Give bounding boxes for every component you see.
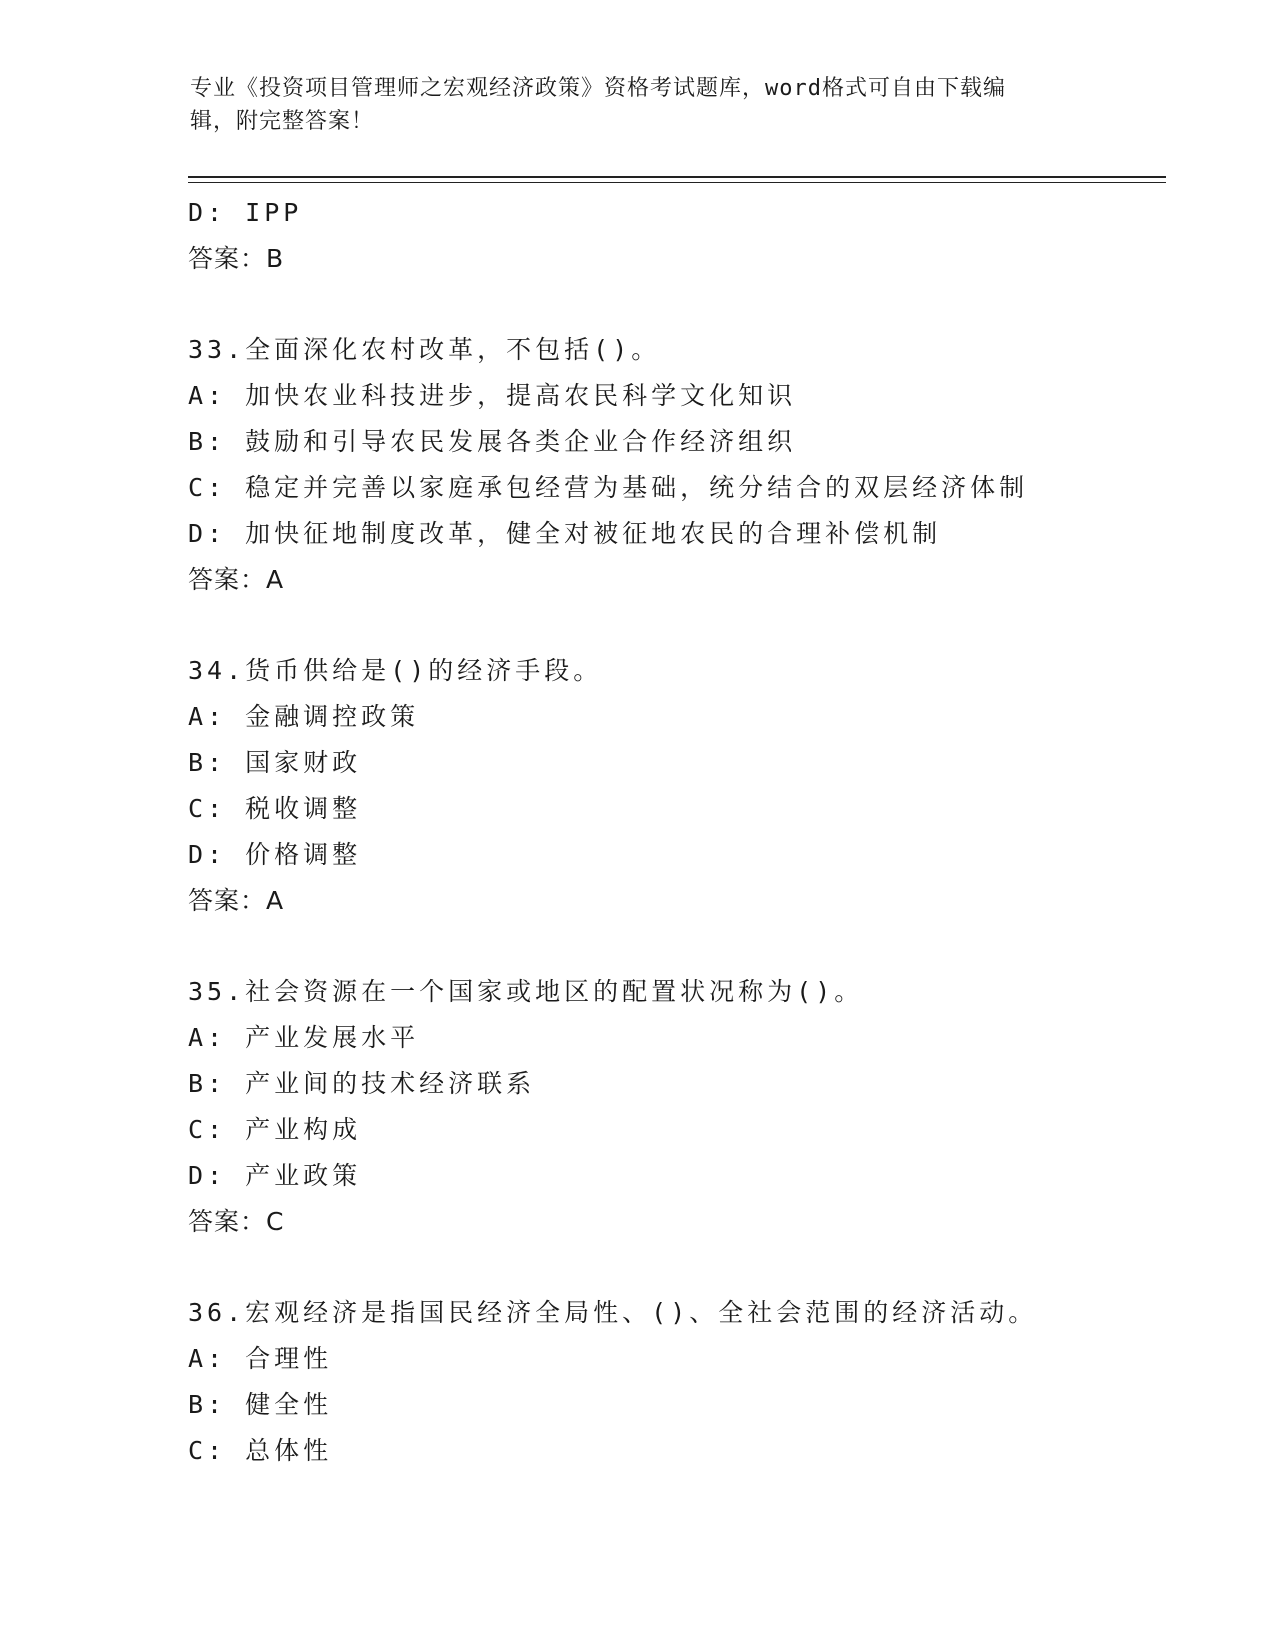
option-c: C: 税收调整 [188,794,362,823]
answer-line: 答案：C [188,1207,285,1236]
spacer [188,603,1148,648]
header-intro-line-1: 专业《投资项目管理师之宏观经济政策》资格考试题库，word格式可自由下载编 [190,76,1006,101]
header-intro-line-2: 辑，附完整答案！ [190,109,375,134]
question-block-34 [188,648,1148,924]
option-b: B: 鼓励和引导农民发展各类企业合作经济组织 [188,427,797,456]
question-block-35 [188,969,1148,1245]
question-block-33 [188,327,1148,603]
option-a: A: 合理性 [188,1344,333,1373]
option-a: A: 产业发展水平 [188,1023,420,1052]
option-c: C: 稳定并完善以家庭承包经营为基础，统分结合的双层经济体制 [188,473,1029,502]
option-a: A: 加快农业科技进步，提高农民科学文化知识 [188,381,797,410]
option-d: D: 价格调整 [188,840,362,869]
question-list [188,190,1148,1474]
question-stem: 33.全面深化农村改革，不包括()。 [188,335,661,364]
question-stem: 34.货币供给是()的经济手段。 [188,656,603,685]
question-block-36 [188,1290,1148,1474]
spacer [188,282,1148,327]
option-b: B: 健全性 [188,1390,333,1419]
question-stem: 36.宏观经济是指国民经济全局性、()、全社会范围的经济活动。 [188,1298,1038,1327]
option-d: D: 产业政策 [188,1161,362,1190]
answer-line: 答案：A [188,565,285,594]
question-block-32-tail [188,190,1148,282]
option-d: D: IPP [188,198,303,227]
answer-line: 答案：A [188,886,285,915]
spacer [188,1245,1148,1290]
option-d: D: 加快征地制度改革，健全对被征地农民的合理补偿机制 [188,519,942,548]
option-c: C: 产业构成 [188,1115,362,1144]
option-c: C: 总体性 [188,1436,333,1465]
spacer [188,924,1148,969]
question-stem: 35.社会资源在一个国家或地区的配置状况称为()。 [188,977,864,1006]
answer-line: 答案：B [188,244,285,273]
header-divider-thin [188,182,1166,183]
option-b: B: 国家财政 [188,748,362,777]
document-header [190,72,1090,138]
header-divider-thick [188,176,1166,178]
option-a: A: 金融调控政策 [188,702,420,731]
option-b: B: 产业间的技术经济联系 [188,1069,536,1098]
